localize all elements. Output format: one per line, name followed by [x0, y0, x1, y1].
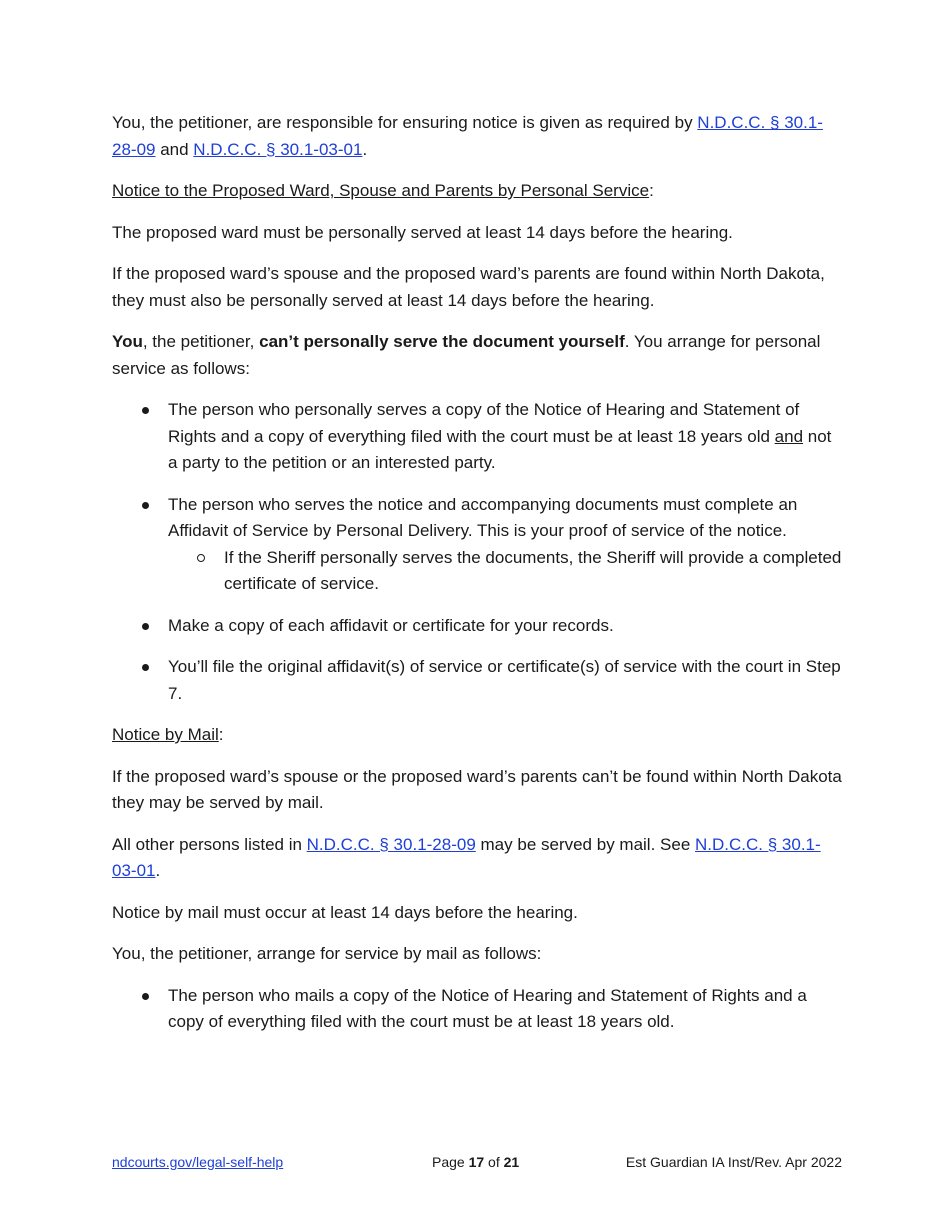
list-item: You’ll file the original affidavit(s) of service or certificate(s) of service with the court in Step 7.	[112, 654, 842, 707]
mail-service-heading	[112, 722, 842, 749]
heading-colon: :	[218, 725, 224, 744]
link-ndcc-30-1-28-09[interactable]: N.D.C.C. § 30.1-28-09	[306, 834, 476, 854]
page-number	[432, 1154, 519, 1170]
body-text: .	[155, 861, 161, 880]
personal-service-paragraph-3	[112, 329, 842, 382]
mail-service-paragraph-2	[112, 832, 842, 885]
list-item: Make a copy of each affidavit or certificate for your records.	[112, 613, 842, 640]
sub-list	[168, 545, 842, 598]
intro-text: .	[362, 139, 368, 159]
link-ndcc-30-1-28-09[interactable]: N.D.C.C. § 30.1-28-09	[112, 113, 823, 159]
section-heading: Notice to the Proposed Ward, Spouse and Parents by Personal Service	[112, 181, 650, 200]
personal-service-paragraph-1: The proposed ward must be personally served at least 14 days before the hearing.	[112, 222, 733, 242]
document-body	[112, 110, 842, 1051]
list-item	[112, 397, 842, 477]
mail-service-list	[112, 983, 842, 1036]
link-ndcc-30-1-03-01[interactable]: N.D.C.C. § 30.1-03-01	[193, 139, 363, 159]
form-identifier: Est Guardian IA Inst/Rev. Apr 2022	[625, 1154, 842, 1170]
footer-link-legal-self-help[interactable]: ndcourts.gov/legal-self-help	[112, 1154, 284, 1170]
intro-paragraph	[112, 110, 842, 163]
body-text: may be served by mail. See	[475, 834, 696, 854]
body-text: , the petitioner,	[142, 332, 260, 351]
page-footer	[112, 1154, 842, 1176]
bold-text: can’t personally serve the document yourself	[259, 332, 625, 351]
of-label: of	[484, 1154, 504, 1170]
body-text: All other persons listed in	[112, 834, 307, 854]
list-item	[112, 492, 842, 598]
personal-service-paragraph-2: If the proposed ward’s spouse and the proposed ward’s parents are found within North Dakota, they must also be personally served at least 14 days before the hearing.	[112, 264, 825, 310]
bold-text: You	[112, 332, 143, 351]
mail-service-paragraph-4: You, the petitioner, arrange for service by mail as follows:	[112, 944, 542, 963]
section-heading: Notice by Mail	[112, 725, 219, 744]
total-pages: 21	[503, 1154, 520, 1170]
current-page: 17	[468, 1154, 485, 1170]
link-ndcc-30-1-03-01[interactable]: N.D.C.C. § 30.1-03-01	[112, 834, 821, 880]
sub-list-item: If the Sheriff personally serves the documents, the Sheriff will provide a completed certificate of service.	[168, 545, 842, 598]
intro-text: and	[155, 139, 194, 159]
personal-service-list	[112, 397, 842, 707]
list-item-text: not a party to the petition or an interested party.	[168, 426, 832, 472]
page-label: Page	[432, 1154, 469, 1170]
personal-service-heading	[112, 178, 842, 205]
heading-colon: :	[649, 181, 654, 200]
underlined-text: and	[774, 426, 804, 446]
body-text: . You arrange for personal service as follows:	[112, 332, 821, 378]
intro-text: You, the petitioner, are responsible for ensuring notice is given as required by	[112, 113, 698, 132]
list-item: The person who mails a copy of the Notice of Hearing and Statement of Rights and a copy of everything filed with the court must be at least 18 years old.	[112, 983, 842, 1036]
mail-service-paragraph-1: If the proposed ward’s spouse or the proposed ward’s parents can’t be found within North Dakota they may be served by mail.	[112, 766, 842, 812]
list-item-text: The person who personally serves a copy of the Notice of Hearing and Statement of Rights and a copy of everything filed with the court must be at least 18 years old	[168, 400, 800, 446]
list-item-text: The person who serves the notice and accompanying documents must complete an Affidavit of Service by Personal Delivery. This is your proof of service of the notice.	[168, 494, 798, 540]
mail-service-paragraph-3: Notice by mail must occur at least 14 days before the hearing.	[112, 902, 578, 922]
